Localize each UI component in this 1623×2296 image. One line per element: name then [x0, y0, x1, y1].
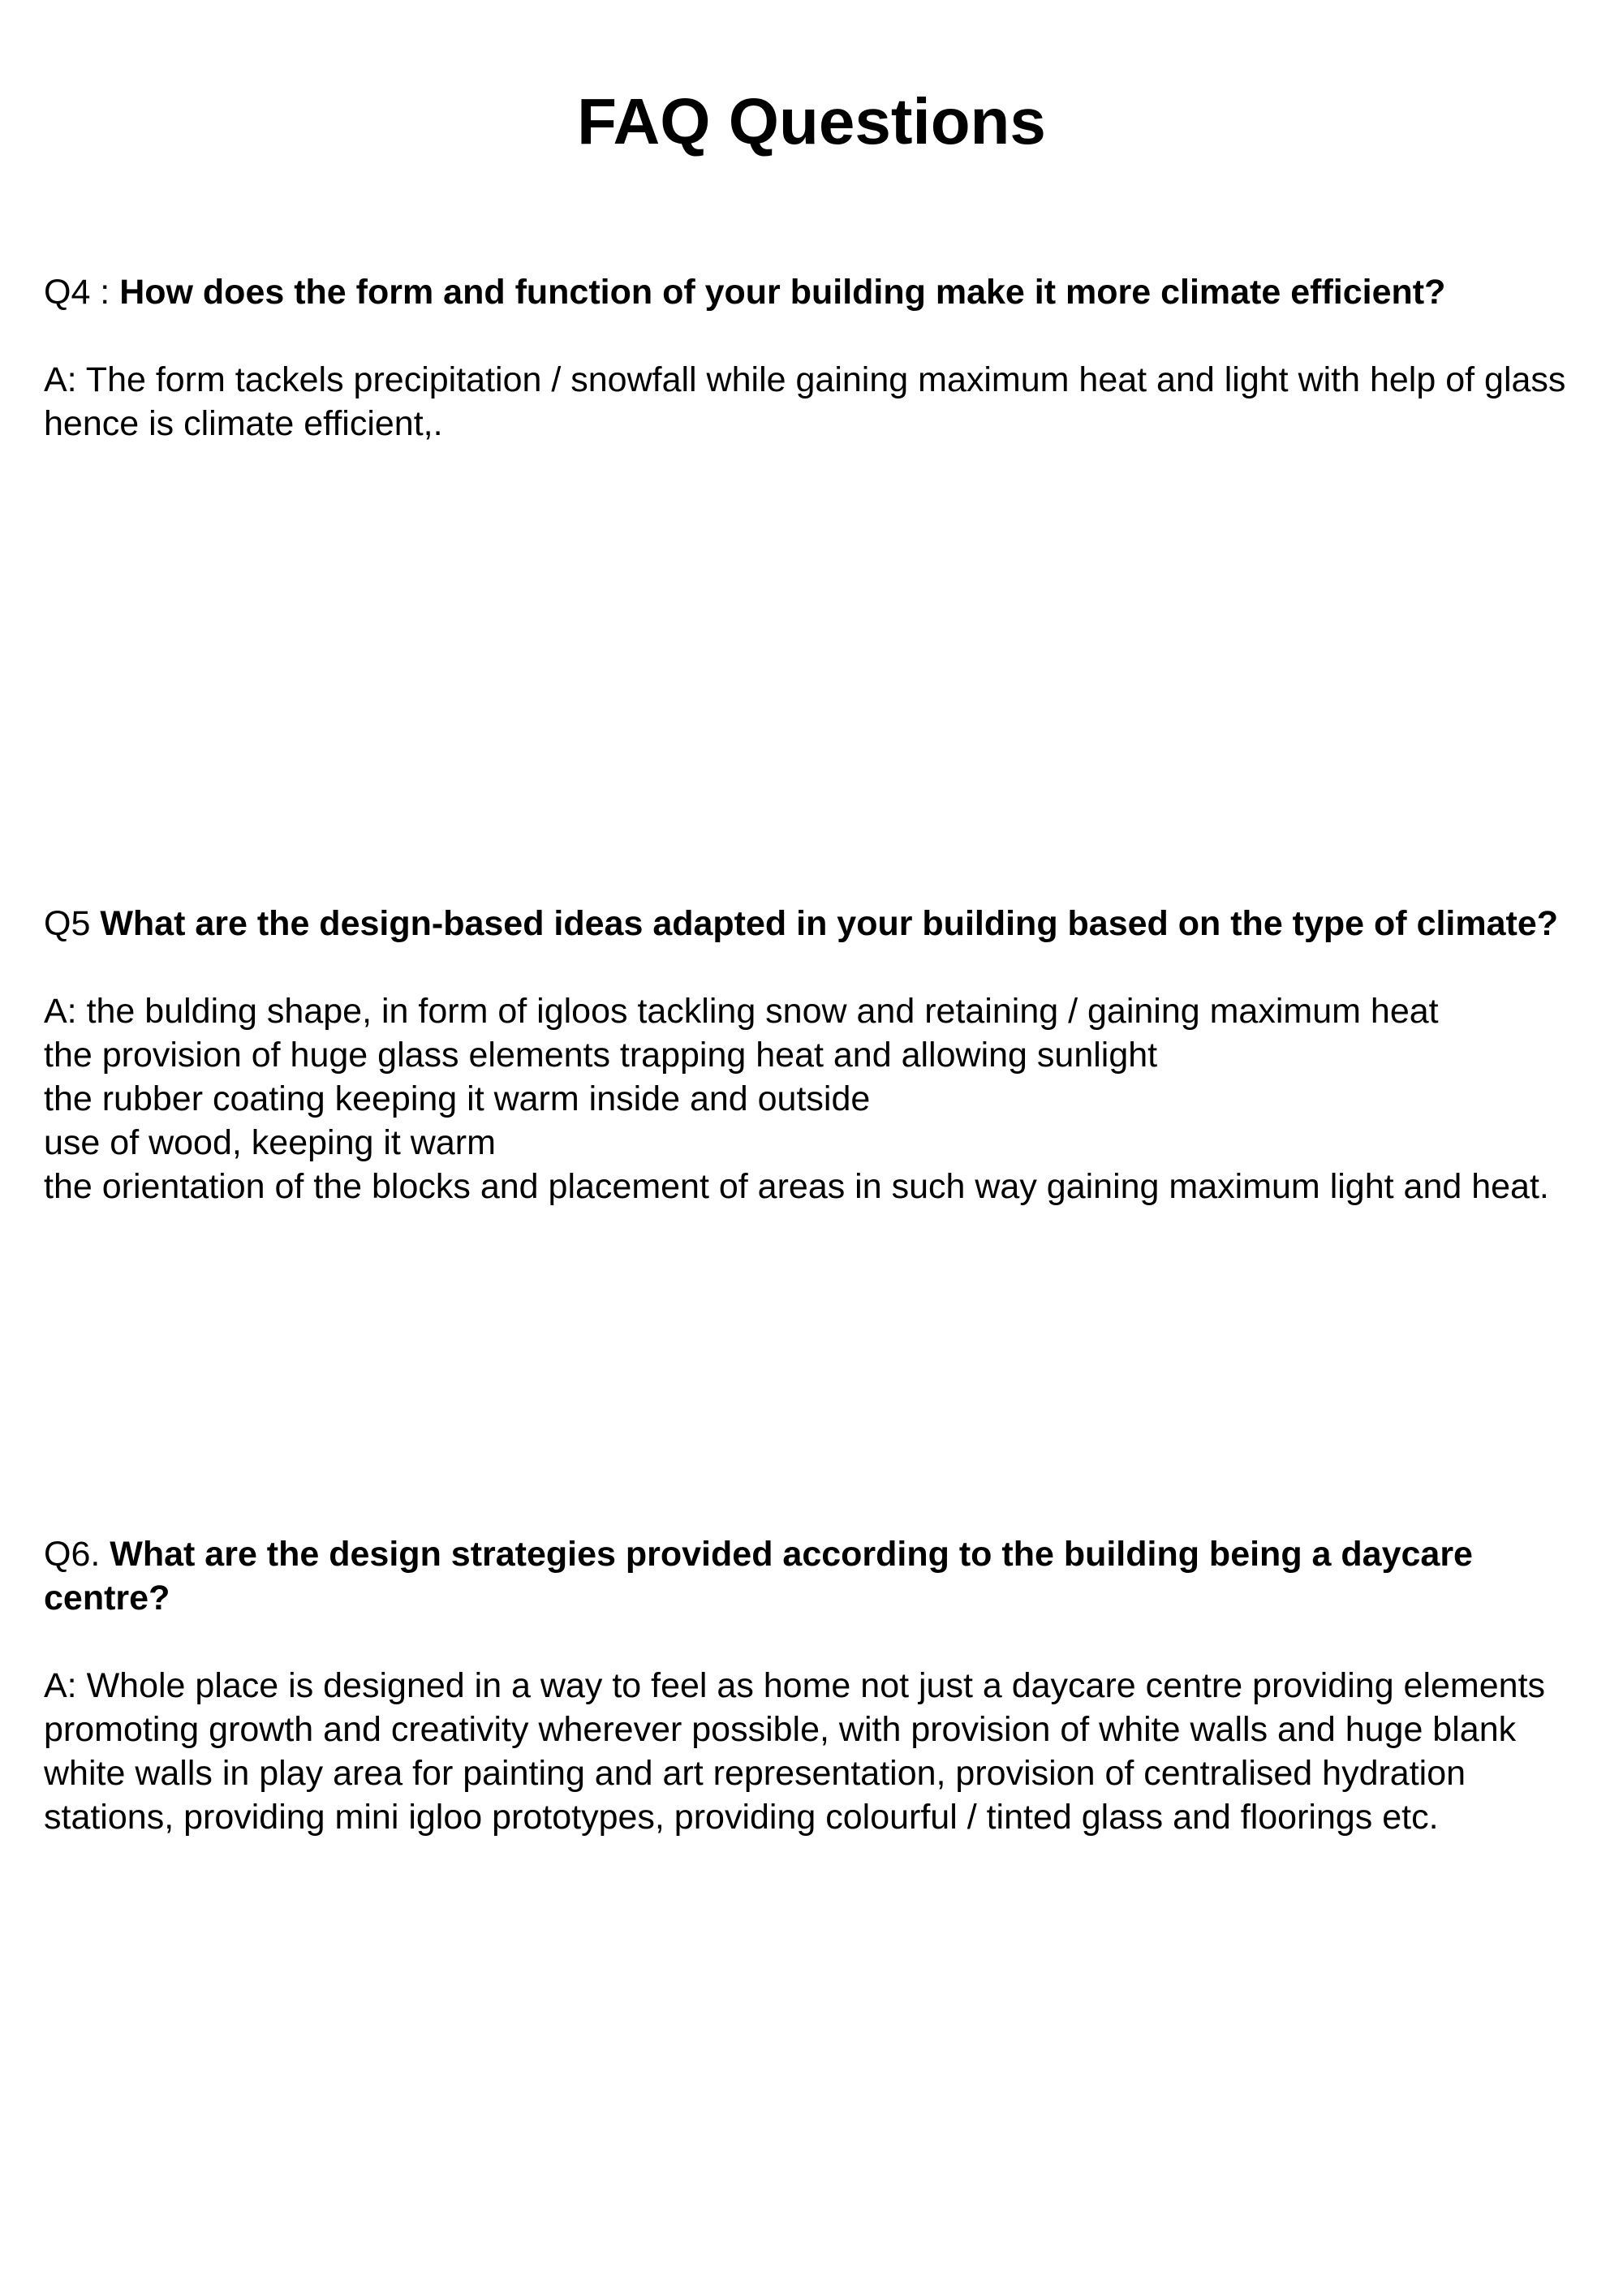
faq-question — [44, 1532, 1578, 1620]
answer-line: A: the bulding shape, in form of igloos tackling snow and retaining / gaining maximum heat — [44, 992, 1439, 1031]
faq-question — [44, 270, 1578, 314]
faq-item-q4 — [44, 270, 1578, 446]
question-text: What are the design strategies provided according to the building being a daycare centre? — [44, 1535, 1473, 1618]
answer-line: A: Whole place is designed in a way to feel as home not just a daycare centre providing elements promoting growth and creativity wherever possible, with provision of white walls and huge blank white walls in play area for painting and art representation, provision of centralised hydration stations, providing mini igloo prototypes, providing colourful / tinted glass and floorings etc. — [44, 1666, 1546, 1837]
question-text: What are the design-based ideas adapted in your building based on the type of climate? — [100, 904, 1559, 943]
answer-line: the provision of huge glass elements trapping heat and allowing sunlight — [44, 1036, 1158, 1075]
faq-answer — [44, 989, 1578, 1208]
faq-item-q6 — [44, 1532, 1578, 1839]
page-title: FAQ Questions — [577, 85, 1046, 157]
answer-line: the rubber coating keeping it warm inside and outside — [44, 1079, 871, 1118]
faq-question — [44, 902, 1578, 946]
faq-answer — [44, 1664, 1578, 1839]
answer-line: the orientation of the blocks and placement of areas in such way gaining maximum light and heat. — [44, 1167, 1549, 1206]
question-number: Q4 : — [44, 273, 120, 312]
question-text: How does the form and function of your building make it more climate efficient? — [119, 273, 1446, 312]
faq-answer — [44, 358, 1578, 446]
faq-item-q5 — [44, 902, 1578, 1208]
question-number: Q5 — [44, 904, 101, 943]
answer-line: A: The form tackels precipitation / snowfall while gaining maximum heat and light with help of glass hence is climate efficient,. — [44, 360, 1566, 443]
question-number: Q6. — [44, 1535, 110, 1574]
answer-line: use of wood, keeping it warm — [44, 1123, 496, 1162]
